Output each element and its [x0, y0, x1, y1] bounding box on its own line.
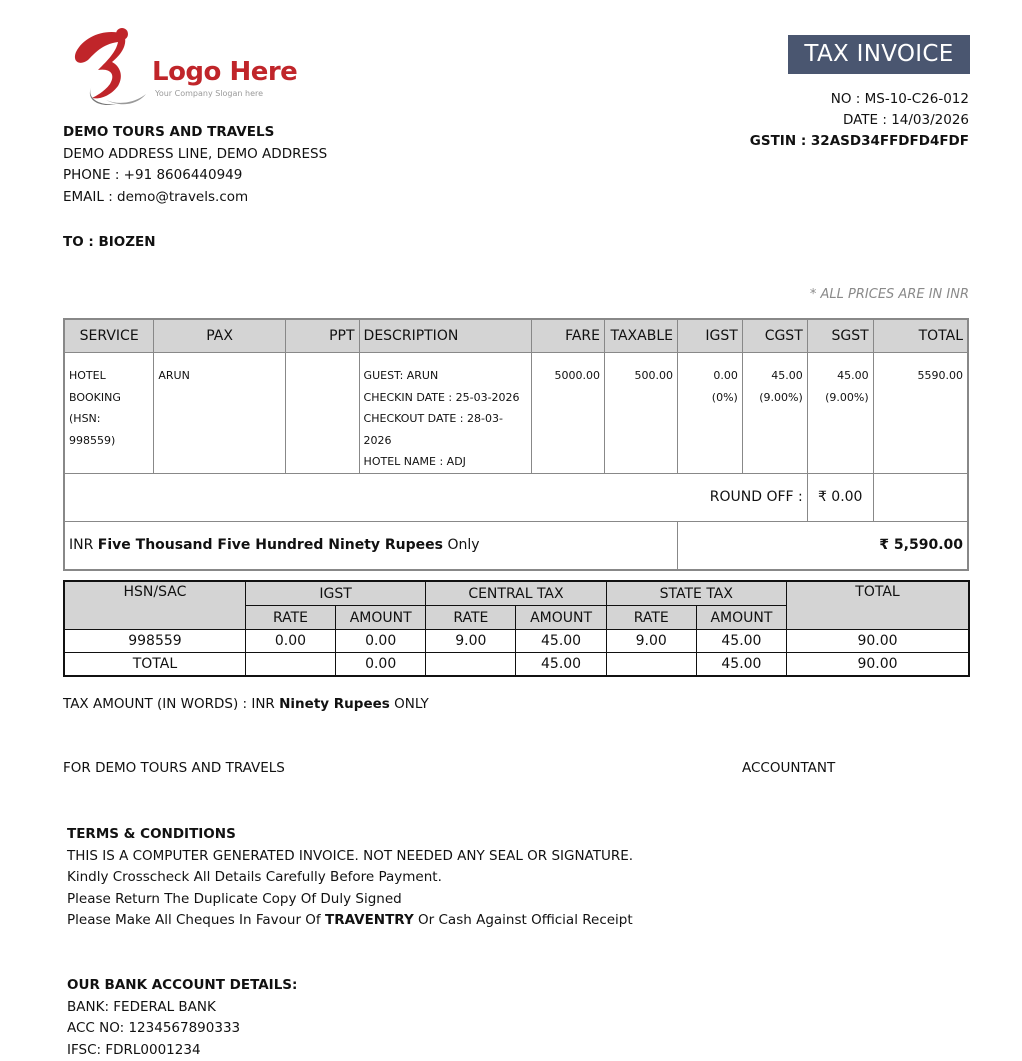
cgst-amount: 45.00 [771, 369, 803, 382]
tax-header-hsn: HSN/SAC [64, 581, 245, 630]
cell-sgst [807, 353, 873, 474]
cell-total: 5590.00 [873, 353, 968, 474]
cell-pax: ARUN [154, 353, 285, 474]
invoice-title: TAX INVOICE [788, 35, 970, 74]
terms-line4-bold: TRAVENTRY [324, 912, 414, 928]
header-cgst: CGST [742, 319, 807, 353]
terms-line [67, 910, 633, 932]
desc-line: CHECKIN DATE : 25-03-2026 [363, 390, 520, 404]
tax-central-rate [426, 653, 516, 677]
tax-state-amount: 45.00 [696, 653, 786, 677]
tax-header-state: STATE TAX [606, 581, 786, 606]
tax-central-amount: 45.00 [516, 653, 606, 677]
igst-amount: 0.00 [713, 369, 738, 382]
tax-header-central: CENTRAL TAX [426, 581, 606, 606]
bank-title: OUR BANK ACCOUNT DETAILS: [67, 977, 298, 993]
signature-accountant: ACCOUNTANT [742, 760, 836, 776]
company-name: DEMO TOURS AND TRAVELS [63, 124, 275, 140]
invoice-number: NO : MS-10-C26-012 [830, 91, 969, 107]
logo-text: Logo Here [152, 57, 298, 87]
invoice-gstin: GSTIN : 32ASD34FFDFD4FDF [749, 133, 969, 149]
tax-header-amount: AMOUNT [336, 606, 426, 630]
terms-line4-prefix: Please Make All Cheques In Favour Of [67, 912, 321, 928]
tax-header-rate: RATE [245, 606, 335, 630]
tax-central-amount: 45.00 [516, 630, 606, 653]
tax-words-prefix: TAX AMOUNT (IN WORDS) : INR [63, 696, 275, 712]
cell-taxable: 500.00 [605, 353, 678, 474]
tax-header-total: TOTAL [787, 581, 969, 630]
amount-words-prefix: INR [69, 537, 94, 553]
round-off-row [64, 473, 968, 521]
prices-note: * ALL PRICES ARE IN INR [809, 287, 969, 302]
tax-header-rate: RATE [426, 606, 516, 630]
header-description: DESCRIPTION [359, 319, 532, 353]
tax-header-amount: AMOUNT [516, 606, 606, 630]
table-row [64, 630, 969, 653]
bank-block [67, 975, 297, 1061]
terms-line4-suffix: Or Cash Against Official Receipt [418, 912, 633, 928]
tax-amount-words [63, 696, 429, 712]
header-igst: IGST [677, 319, 742, 353]
round-off-label: ROUND OFF : [64, 473, 807, 521]
amount-words: Five Thousand Five Hundred Ninety Rupees [97, 537, 443, 553]
company-phone: PHONE : +91 8606440949 [63, 167, 243, 183]
terms-title: TERMS & CONDITIONS [67, 826, 236, 842]
table-row [64, 653, 969, 677]
header-fare: FARE [532, 319, 605, 353]
bank-account: ACC NO: 1234567890333 [67, 1020, 241, 1036]
tax-central-rate: 9.00 [426, 630, 516, 653]
desc-line: HOTEL NAME : ADJ [363, 455, 466, 468]
tax-state-rate: 9.00 [606, 630, 696, 653]
tax-words-suffix: ONLY [394, 696, 429, 712]
table-row [64, 353, 968, 474]
round-off-value: ₹ 0.00 [807, 473, 873, 521]
terms-line: Please Return The Duplicate Copy Of Duly Signed [67, 890, 402, 907]
sgst-amount: 45.00 [837, 369, 869, 382]
terms-line: Kindly Crosscheck All Details Carefully Before Payment. [67, 869, 442, 885]
service-name: HOTEL BOOKING [69, 369, 121, 404]
tax-igst-rate [245, 653, 335, 677]
service-hsn: (HSN: 998559) [69, 412, 116, 447]
terms-line: THIS IS A COMPUTER GENERATED INVOICE. NOT NEEDED ANY SEAL OR SIGNATURE. [67, 847, 634, 864]
bank-name: BANK: FEDERAL BANK [67, 998, 216, 1015]
igst-percent: (0%) [711, 390, 738, 404]
bill-to: TO : BIOZEN [63, 234, 156, 250]
tax-header-rate: RATE [606, 606, 696, 630]
grand-total: ₹ 5,590.00 [677, 521, 968, 570]
cell-service [64, 353, 154, 474]
tax-summary-table [63, 580, 970, 677]
tax-words: Ninety Rupees [279, 696, 390, 712]
cell-fare: 5000.00 [532, 353, 605, 474]
header-service: SERVICE [64, 319, 154, 353]
cell-cgst [742, 353, 807, 474]
tax-hsn: TOTAL [64, 653, 245, 677]
desc-line: CHECKOUT DATE : 28-03-2026 [363, 412, 503, 447]
tax-header-amount: AMOUNT [696, 606, 786, 630]
cell-ppt [285, 353, 359, 474]
tax-header-igst: IGST [245, 581, 425, 606]
cell-description [359, 353, 532, 474]
logo-slogan: Your Company Slogan here [155, 89, 264, 98]
invoice-meta [750, 89, 969, 152]
round-off-blank [873, 473, 968, 521]
company-block [63, 122, 327, 208]
header-sgst: SGST [807, 319, 873, 353]
bank-ifsc: IFSC: FDRL0001234 [67, 1041, 201, 1058]
sgst-percent: (9.00%) [825, 390, 869, 404]
header-total: TOTAL [873, 319, 968, 353]
amount-in-words [64, 521, 677, 570]
header-ppt: PPT [285, 319, 359, 353]
company-email: EMAIL : demo@travels.com [63, 188, 249, 205]
tax-total: 90.00 [787, 653, 969, 677]
tax-igst-amount: 0.00 [336, 653, 426, 677]
tax-state-amount: 45.00 [696, 630, 786, 653]
amount-words-suffix: Only [447, 537, 480, 553]
header-pax: PAX [154, 319, 285, 353]
cell-igst [677, 353, 742, 474]
tax-igst-amount: 0.00 [336, 630, 426, 653]
cgst-percent: (9.00%) [759, 390, 803, 404]
header-taxable: TAXABLE [605, 319, 678, 353]
invoice-items-table [63, 318, 969, 571]
terms-block [67, 824, 633, 932]
grand-total-row [64, 521, 968, 570]
tax-igst-rate: 0.00 [245, 630, 335, 653]
signature-for: FOR DEMO TOURS AND TRAVELS [63, 760, 285, 776]
tax-total: 90.00 [787, 630, 969, 653]
invoice-date: DATE : 14/03/2026 [842, 112, 969, 128]
tax-state-rate [606, 653, 696, 677]
desc-line: GUEST: ARUN [363, 369, 439, 382]
tax-hsn: 998559 [64, 630, 245, 653]
company-address: DEMO ADDRESS LINE, DEMO ADDRESS [63, 145, 328, 162]
